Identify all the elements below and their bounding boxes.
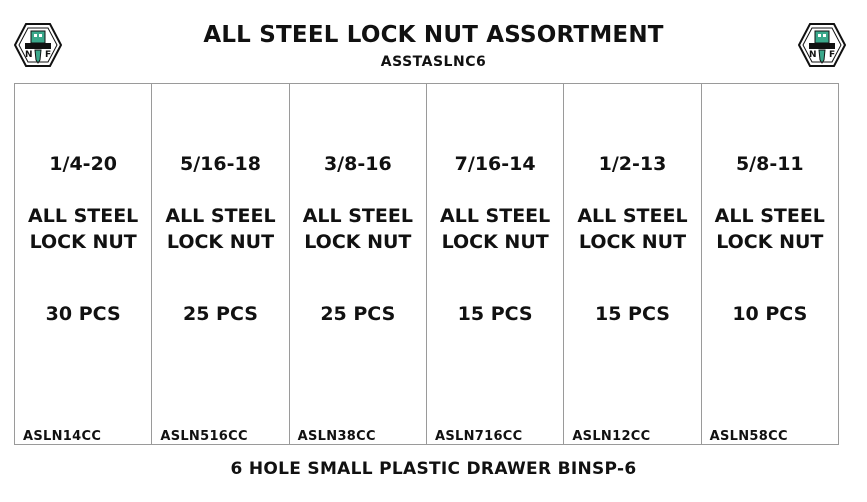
piece-count: 25 PCS [183,303,258,325]
nut-size: 5/8-11 [735,153,804,175]
nut-size: 5/16-18 [180,153,261,175]
description-line: ALL STEEL [577,205,688,227]
nut-size: 3/8-16 [323,153,392,175]
piece-count: 15 PCS [594,303,670,325]
compartment [290,84,427,444]
piece-count: 15 PCS [457,303,533,325]
nut-size: 1/4-20 [49,153,118,175]
svg-text:F: F [45,50,52,60]
drawer-compartment-grid [14,83,839,445]
nut-description [427,203,563,255]
nut-size: 1/2-13 [598,153,667,175]
svg-text:N: N [25,50,33,60]
compartment [564,84,701,444]
item-code: ASLN716CC [434,429,523,444]
item-code: ASLN14CC [23,429,102,444]
nut-description [702,203,838,255]
nut-description [290,203,426,255]
part-number: ASSTASLNC6 [380,54,487,70]
nut-size: 7/16-14 [454,153,536,175]
description-line: LOCK NUT [441,231,549,253]
item-code: ASLN516CC [160,429,248,444]
description-line: LOCK NUT [578,231,687,253]
compartment [427,84,564,444]
drawer-footer-label: 6 HOLE SMALL PLASTIC DRAWER BINSP-6 [230,459,637,479]
svg-text:N: N [809,50,817,60]
compartment [702,84,838,444]
description-line: LOCK NUT [304,231,412,253]
description-line: ALL STEEL [165,205,276,227]
item-code: ASLN38CC [297,429,376,444]
svg-text:F: F [829,50,836,60]
description-line: LOCK NUT [29,231,137,253]
description-line: ALL STEEL [714,205,825,227]
item-code: ASLN58CC [709,429,788,444]
nut-description [152,203,288,255]
nut-description [564,203,700,255]
compartment [152,84,289,444]
nut-description [15,203,151,255]
description-line: LOCK NUT [716,231,824,253]
description-line: ALL STEEL [28,205,139,227]
description-line: ALL STEEL [302,205,413,227]
piece-count: 10 PCS [732,303,808,325]
item-code: ASLN12CC [572,429,651,444]
compartment [15,84,152,444]
page-title: ALL STEEL LOCK NUT ASSORTMENT [203,22,664,48]
piece-count: 30 PCS [45,303,121,325]
piece-count: 25 PCS [320,303,396,325]
description-line: ALL STEEL [440,205,551,227]
description-line: LOCK NUT [166,231,275,253]
